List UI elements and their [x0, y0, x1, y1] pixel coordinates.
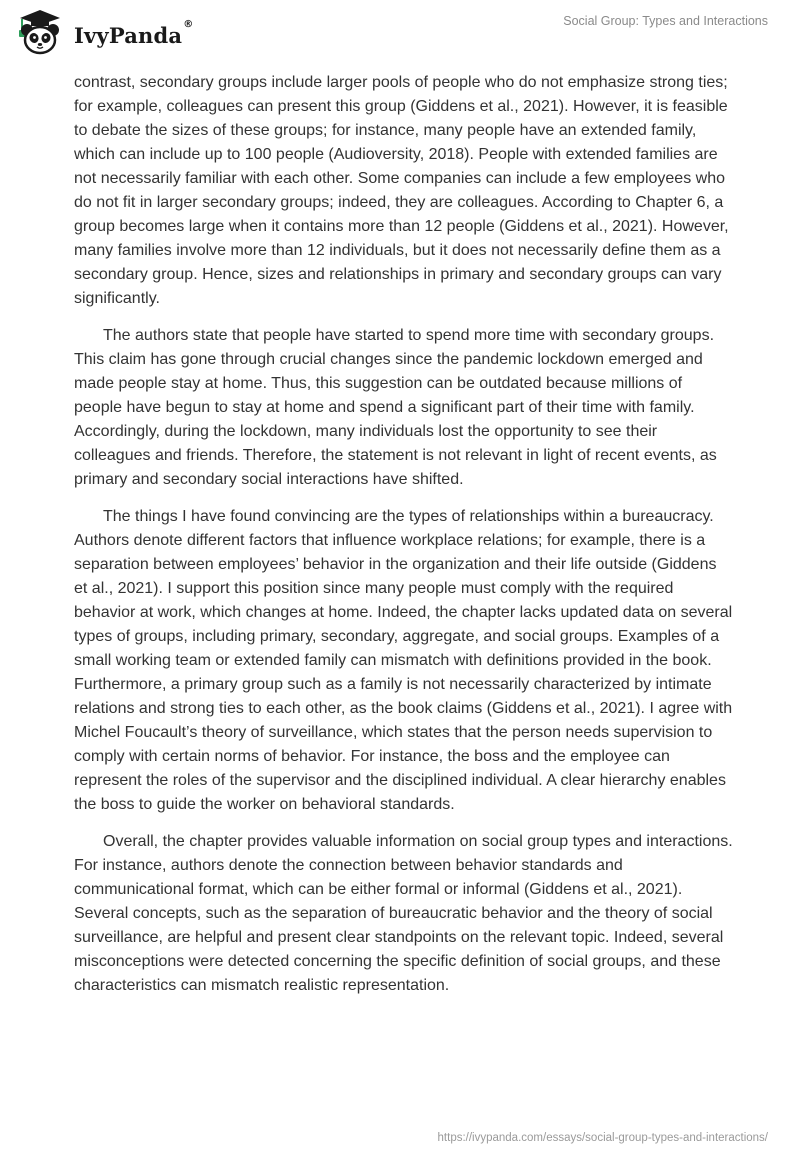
panda-graduation-cap-icon — [10, 8, 68, 56]
paragraph: Overall, the chapter provides valuable information on social group types and interactions. For instance, authors denote the connection between behavior standards and communicational format, which can be either formal or informal (Giddens et al., 2021). Several concepts, such as the separation of bureaucratic behavior and the theory of social surveillance, are helpful and present clear standpoints on the relevant topic. Indeed, several misconceptions were detected concerning the specific definition of social groups, and these characteristics can mismatch realistic representation. — [74, 833, 733, 994]
paragraph: The things I have found convincing are the types of relationships within a bureaucracy. Authors denote different factors that influence workplace relations; for example, there is a separation between employees’ behavior in the organization and their life outside (Giddens et al., 2021). I support this position since many people must comply with the required behavior at work, which changes at home. Indeed, the chapter lacks updated data on several types of groups, including primary, secondary, aggregate, and social groups. Examples of a small working team or extended family can mismatch with definitions provided in the book. Furthermore, a primary group such as a family is not necessarily characterized by intimate relations and strong ties to each other, as the book claims (Giddens et al., 2021). I agree with Michel Foucault’s theory of surveillance, which states that the person needs supervision to comply with certain norms of behavior. For instance, the boss and the employee can represent the roles of the supervisor and the disciplined individual. A clear hierarchy enables the boss to guide the worker on behavioral standards. — [74, 508, 733, 813]
ivypanda-logo[interactable] — [10, 8, 193, 56]
paragraph: contrast, secondary groups include larger pools of people who do not emphasize strong ties; for example, colleagues can present this group (Giddens et al., 2021). However, it is feasible to debate the sizes of these groups; for instance, many people have an extended family, which can include up to 100 people (Audioversity, 2018). People with extended families are not necessarily familiar with each other. Some companies can include a few employees who do not fit in larger secondary groups; indeed, they are colleagues. According to Chapter 6, a group becomes large when it contains more than 12 people (Giddens et al., 2021). However, many families involve more than 12 individuals, but it does not necessarily define them as a secondary group. Hence, sizes and relationships in primary and secondary groups can vary significantly. — [74, 74, 729, 307]
source-url[interactable]: https://ivypanda.com/essays/social-group-types-and-interactions/ — [437, 1132, 768, 1144]
essay-body — [74, 71, 734, 1011]
document-title: Social Group: Types and Interactions — [563, 14, 768, 28]
page-header — [0, 0, 800, 60]
registered-mark: ® — [183, 18, 194, 30]
paragraph: The authors state that people have started to spend more time with secondary groups. This claim has gone through crucial changes since the pandemic lockdown emerged and made people stay at home. Thus, this suggestion can be outdated because millions of people have begun to stay at home and spend a significant part of their time with family. Accordingly, during the lockdown, many individuals lost the opportunity to see their colleagues and friends. Therefore, the statement is not relevant in light of recent events, as primary and secondary social interactions have shifted. — [74, 327, 717, 488]
brand-name: IvyPanda® — [74, 18, 194, 48]
